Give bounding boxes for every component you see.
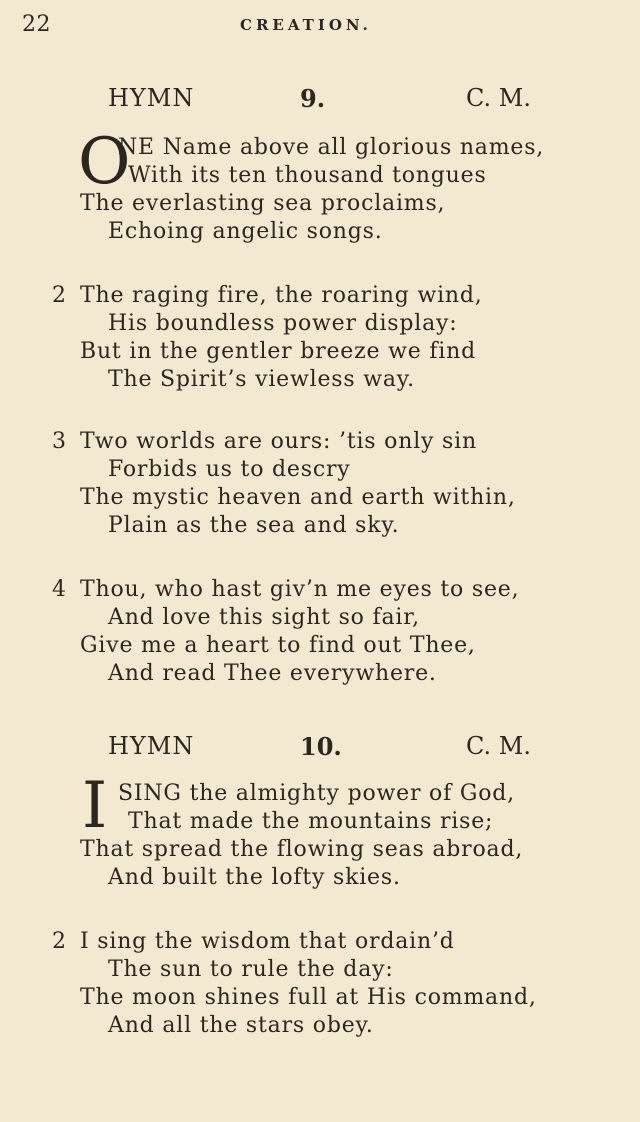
verse-line: And love this sight so fair, xyxy=(108,605,420,630)
verse-line: SING the almighty power of God, xyxy=(118,781,515,806)
verse-line: Two worlds are ours: ’tis only sin xyxy=(80,429,477,454)
verse-line: I sing the wisdom that ordain’d xyxy=(80,929,455,954)
verse-line: The moon shines full at His command, xyxy=(80,985,537,1010)
verse-line: With its ten thousand tongues xyxy=(128,163,487,188)
hymn-9-heading xyxy=(0,84,640,114)
verse-line: The everlasting sea proclaims, xyxy=(80,191,446,216)
stanza-number: 4 xyxy=(52,577,66,602)
verse-line: The sun to rule the day: xyxy=(108,957,394,982)
drop-cap: I xyxy=(82,769,108,843)
hymn-meter: C. M. xyxy=(466,84,531,112)
page-number: 22 xyxy=(22,12,51,37)
stanza-number: 2 xyxy=(52,283,66,308)
verse-line: The Spirit’s viewless way. xyxy=(108,367,415,392)
stanza-number: 2 xyxy=(52,929,66,954)
verse-line: Forbids us to descry xyxy=(108,457,351,482)
drop-cap: O xyxy=(78,125,131,199)
verse-line: Echoing angelic songs. xyxy=(108,219,383,244)
verse-line: NE Name above all glorious names, xyxy=(118,135,545,160)
hymn-label: HYMN xyxy=(108,732,195,760)
hymn-number: 10. xyxy=(300,732,342,761)
hymn-label: HYMN xyxy=(108,84,195,112)
verse-line: The mystic heaven and earth within, xyxy=(80,485,516,510)
hymn-meter: C. M. xyxy=(466,732,531,760)
verse-line: His boundless power display: xyxy=(108,311,458,336)
verse-line: That made the mountains rise; xyxy=(128,809,494,834)
verse-line: And read Thee everywhere. xyxy=(108,661,437,686)
hymn-number: 9. xyxy=(300,84,326,113)
verse-line: Give me a heart to find out Thee, xyxy=(80,633,476,658)
verse-line: The raging fire, the roaring wind, xyxy=(80,283,483,308)
verse-line: And all the stars obey. xyxy=(108,1013,374,1038)
hymn-10-heading xyxy=(0,732,640,762)
verse-line: That spread the flowing seas abroad, xyxy=(80,837,524,862)
running-title: CREATION. xyxy=(240,16,372,34)
verse-line: But in the gentler breeze we find xyxy=(80,339,476,364)
stanza-number: 3 xyxy=(52,429,66,454)
verse-line: And built the lofty skies. xyxy=(108,865,401,890)
verse-line: Plain as the sea and sky. xyxy=(108,513,400,538)
verse-line: Thou, who hast giv’n me eyes to see, xyxy=(80,577,520,602)
